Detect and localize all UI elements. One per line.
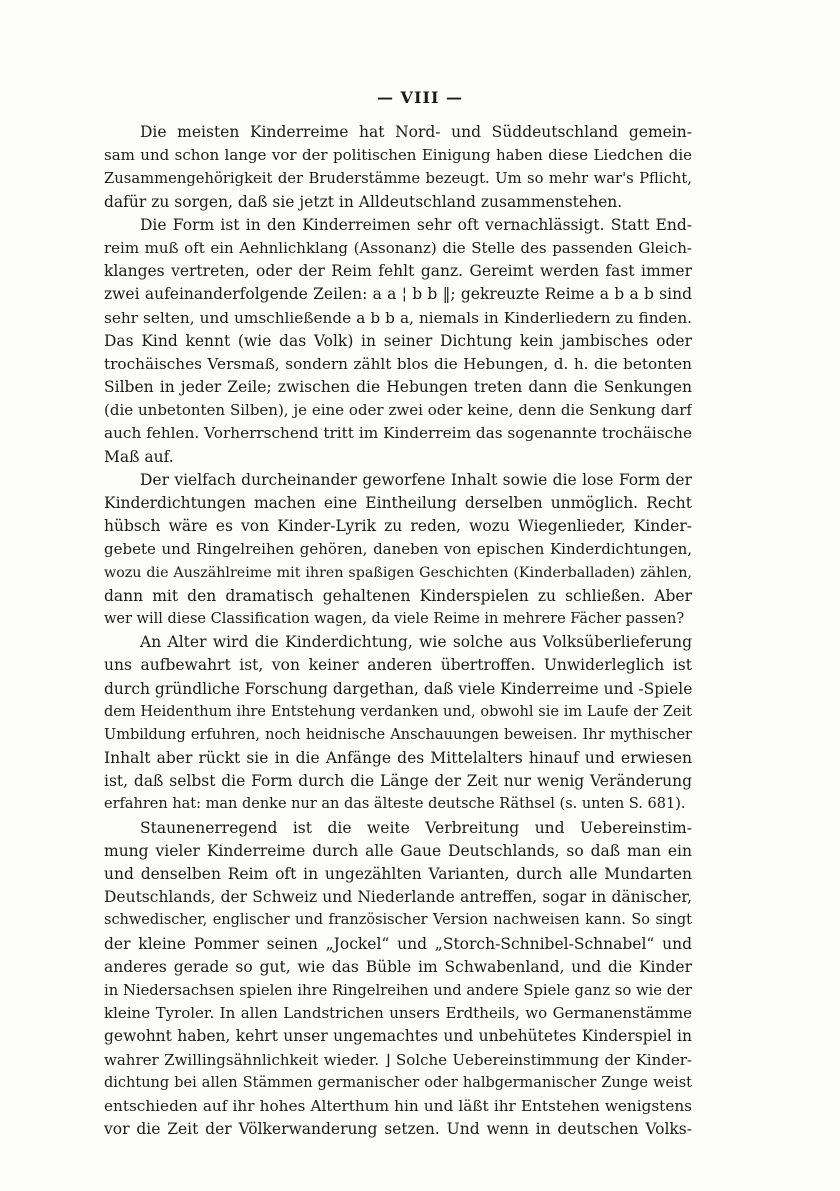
text-line: gebete und Ringelreihen gehören, daneben von epischen Kinderdichtungen, bbox=[104, 540, 692, 559]
text-line: dafür zu sorgen, daß sie jetzt in Alldeutschland zusammenstehen. bbox=[104, 192, 623, 211]
text-line: in Niedersachsen spielen ihre Ringelreihen und andere Spiele ganz so wie der bbox=[104, 981, 692, 999]
text-line: Die meisten Kinderreime hat Nord- und Süddeutschland gemein- bbox=[140, 123, 692, 141]
page-number: — VIII — bbox=[376, 88, 463, 107]
text-line: trochäisches Versmaß, sondern zählt blos die Hebungen, d. h. die betonten bbox=[104, 354, 692, 373]
text-line: dichtung bei allen Stämmen germanischer oder halbgermanischer Zunge weist bbox=[104, 1074, 692, 1091]
text-line: auch fehlen. Vorherrschend tritt im Kinderreim das sogenannte trochäische bbox=[104, 424, 692, 443]
text-line: dem Heidenthum ihre Entstehung verdanken und, obwohl sie im Laufe der Zeit bbox=[104, 703, 692, 720]
text-line: entschieden auf ihr hohes Alterthum hin und läßt ihr Entstehen wenigstens bbox=[104, 1096, 692, 1115]
text-line: sam und schon lange vor der politischen Einigung haben diese Liedchen die bbox=[104, 146, 692, 165]
text-line: erfahren hat: man denke nur an das älteste deutsche Räthsel (s. unten S. 681). bbox=[104, 796, 686, 813]
body-text bbox=[104, 121, 692, 1141]
text-line: mung vieler Kinderreime durch alle Gaue Deutschlands, so daß man ein bbox=[104, 841, 692, 860]
text-line: vor die Zeit der Völkerwanderung setzen. Und wenn in deutschen Volks- bbox=[104, 1120, 692, 1139]
text-line: Zusammengehörigkeit der Bruderstämme bezeugt. Um so mehr war's Pflicht, bbox=[104, 170, 692, 188]
text-line: und denselben Reim oft in ungezählten Varianten, durch alle Mundarten bbox=[104, 865, 692, 883]
text-line: zwei aufeinanderfolgende Zeilen: a a ¦ b b ‖; gekreuzte Reime a b a b sind bbox=[104, 285, 692, 304]
text-line: Der vielfach durcheinander geworfene Inhalt sowie die lose Form der bbox=[140, 470, 692, 489]
text-line: An Alter wird die Kinderdichtung, wie solche aus Volksüberlieferung bbox=[140, 633, 692, 652]
text-line: (die unbetonten Silben), je eine oder zwei oder keine, denn die Senkung darf bbox=[104, 401, 692, 420]
text-line: schwedischer, englischer und französischer Version nachweisen kann. So singt bbox=[104, 912, 692, 929]
text-line: uns aufbewahrt ist, von keiner anderen übertroffen. Unwiderleglich ist bbox=[104, 656, 692, 675]
text-line: anderes gerade so gut, wie das Büble im Schwabenland, und die Kinder bbox=[104, 957, 692, 976]
text-line: Das Kind kennt (wie das Volk) in seiner Dichtung kein jambisches oder bbox=[104, 331, 692, 350]
text-line: wer will diese Classification wagen, da viele Reime in mehrere Fächer passen? bbox=[104, 610, 685, 627]
text-line: reim muß oft ein Aehnlichklang (Assonanz) die Stelle des passenden Gleich- bbox=[104, 238, 692, 257]
text-line: Silben in jeder Zeile; zwischen die Hebungen treten dann die Senkungen bbox=[104, 378, 692, 397]
text-line: Deutschlands, der Schweiz und Niederlande antreffen, sogar in dänischer, bbox=[104, 888, 692, 907]
text-line: hübsch wäre es von Kinder-Lyrik zu reden, wozu Wiegenlieder, Kinder- bbox=[104, 517, 692, 536]
text-line: der kleine Pommer seinen „Jockel“ und „Storch-Schnibel-Schnabel“ und bbox=[104, 934, 692, 953]
text-line: Inhalt aber rückt sie in die Anfänge des Mittelalters hinauf und erwiesen bbox=[104, 749, 692, 768]
text-line: sehr selten, und umschließende a b b a, niemals in Kinderliedern zu finden. bbox=[104, 308, 692, 327]
text-line: wahrer Zwillingsähnlichkeit wieder. ⌋ Solche Uebereinstimmung der Kinder- bbox=[104, 1050, 692, 1069]
text-line: Maß auf. bbox=[104, 447, 174, 466]
text-line: durch gründliche Forschung dargethan, daß viele Kinderreime und -Spiele bbox=[104, 679, 692, 698]
text-line: Die Form ist in den Kinderreimen sehr oft vernachlässigt. Statt End- bbox=[140, 215, 692, 234]
text-line: Staunenerregend ist die weite Verbreitung und Uebereinstim- bbox=[140, 818, 692, 837]
text-line: gewohnt haben, kehrt unser ungemachtes und unbehütetes Kinderspiel in bbox=[104, 1027, 692, 1046]
text-line: Kinderdichtungen machen eine Eintheilung derselben unmöglich. Recht bbox=[104, 494, 692, 512]
text-line: Umbildung erfuhren, noch heidnische Anschauungen beweisen. Ihr mythischer bbox=[104, 726, 692, 743]
text-line: ist, daß selbst die Form durch die Länge der Zeit nur wenig Veränderung bbox=[104, 772, 692, 791]
text-line: kleine Tyroler. In allen Landstrichen unsers Erdtheils, wo Germanenstämme bbox=[104, 1004, 692, 1023]
text-line: wozu die Auszählreime mit ihren spaßigen Geschichten (Kinderballaden) zählen, bbox=[104, 564, 692, 581]
text-line: klanges vertreten, oder der Reim fehlt ganz. Gereimt werden fast immer bbox=[104, 262, 692, 281]
text-line: dann mit den dramatisch gehaltenen Kinderspielen zu schließen. Aber bbox=[104, 586, 692, 605]
